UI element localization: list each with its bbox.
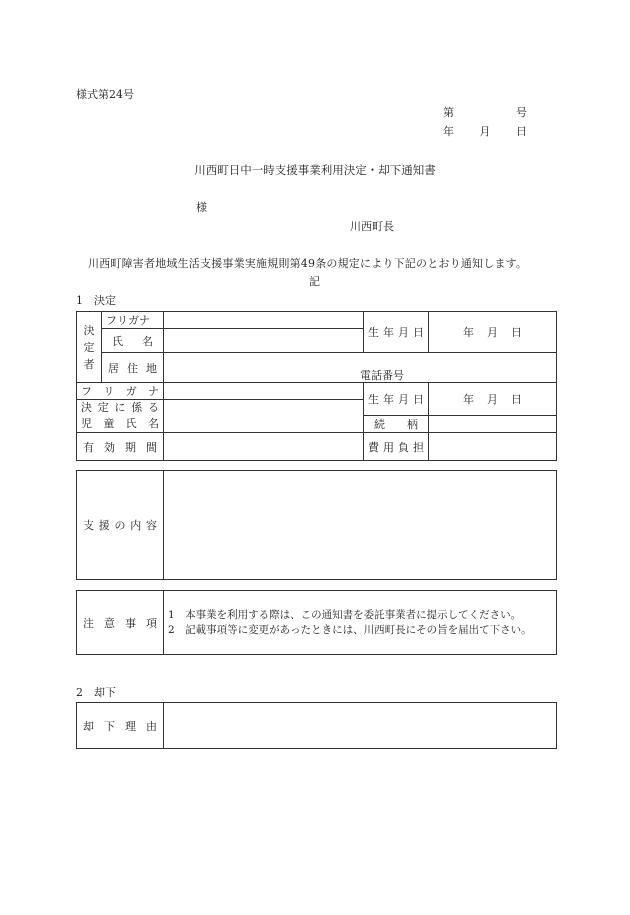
notes-table: [76, 590, 557, 655]
birthdate-label: 生 年 月 日: [364, 312, 429, 353]
child-furigana-field[interactable]: [164, 383, 364, 400]
note-item: 1 本事業を利用する際は、この通知書を委託事業者に提示してください。: [168, 608, 522, 621]
date-month: 月: [479, 125, 491, 138]
name-field[interactable]: [164, 329, 364, 353]
document-number: [443, 104, 527, 120]
support-label: 支 援 の 内 容: [77, 471, 164, 580]
issuer: 川西町長: [350, 220, 394, 233]
document-title: 川西町日中一時支援事業利用決定・却下通知書: [194, 163, 436, 177]
form-number: 様式第24号: [76, 88, 134, 101]
child-name-field[interactable]: [164, 400, 364, 433]
doc-no-prefix: 第: [443, 106, 454, 119]
rejection-reason-field[interactable]: [164, 703, 557, 749]
child-birthdate-label: 生 年 月 日: [364, 383, 429, 416]
doc-no-suffix: 号: [516, 106, 527, 119]
addressee-suffix: 様: [196, 201, 207, 214]
address-field[interactable]: [164, 353, 557, 383]
decision-table: [76, 311, 557, 461]
support-table: [76, 470, 557, 580]
notes-label: 注 意 事 項: [77, 591, 164, 655]
issue-date: [443, 123, 527, 139]
cost-field[interactable]: [429, 433, 557, 461]
date-year: 年: [443, 125, 454, 138]
rejection-table: [76, 702, 557, 749]
relation-field[interactable]: [429, 416, 557, 433]
furigana-field[interactable]: [164, 312, 364, 329]
phone-label: 電話番号: [360, 369, 404, 382]
decision-person-label: 決 定 者: [77, 312, 102, 383]
furigana-label: フ リ ガ ナ: [102, 312, 164, 329]
note-item: 2 記載事項等に変更があったときには、川西町長にその旨を届出て下さい。: [168, 623, 532, 636]
date-day: 日: [516, 125, 527, 138]
child-furigana-label: フ リ ガ ナ: [77, 383, 164, 400]
validity-label: 有 効 期 間: [77, 433, 164, 461]
note-mark: 記: [309, 275, 320, 288]
section2-heading: 2 却下: [76, 686, 116, 699]
address-label: 居 住 地: [102, 353, 164, 383]
body-text: 川西町障害者地域生活支援事業実施規則第49条の規定により下記のとおり通知します。: [88, 257, 528, 270]
birthdate-field[interactable]: 年 月 日: [429, 312, 557, 353]
notes-content: [164, 591, 557, 655]
support-field[interactable]: [164, 471, 557, 580]
section1-heading: 1 決定: [76, 294, 116, 307]
child-name-label: 決 定 に 係 る 児 童 氏 名: [77, 400, 164, 433]
name-label: 氏 名: [102, 329, 164, 353]
relation-label: 続 柄: [364, 416, 429, 433]
rejection-reason-label: 却 下 理 由: [77, 703, 164, 749]
cost-label: 費 用 負 担: [364, 433, 429, 461]
validity-field[interactable]: [164, 433, 364, 461]
child-birthdate-field[interactable]: 年 月 日: [429, 383, 557, 416]
